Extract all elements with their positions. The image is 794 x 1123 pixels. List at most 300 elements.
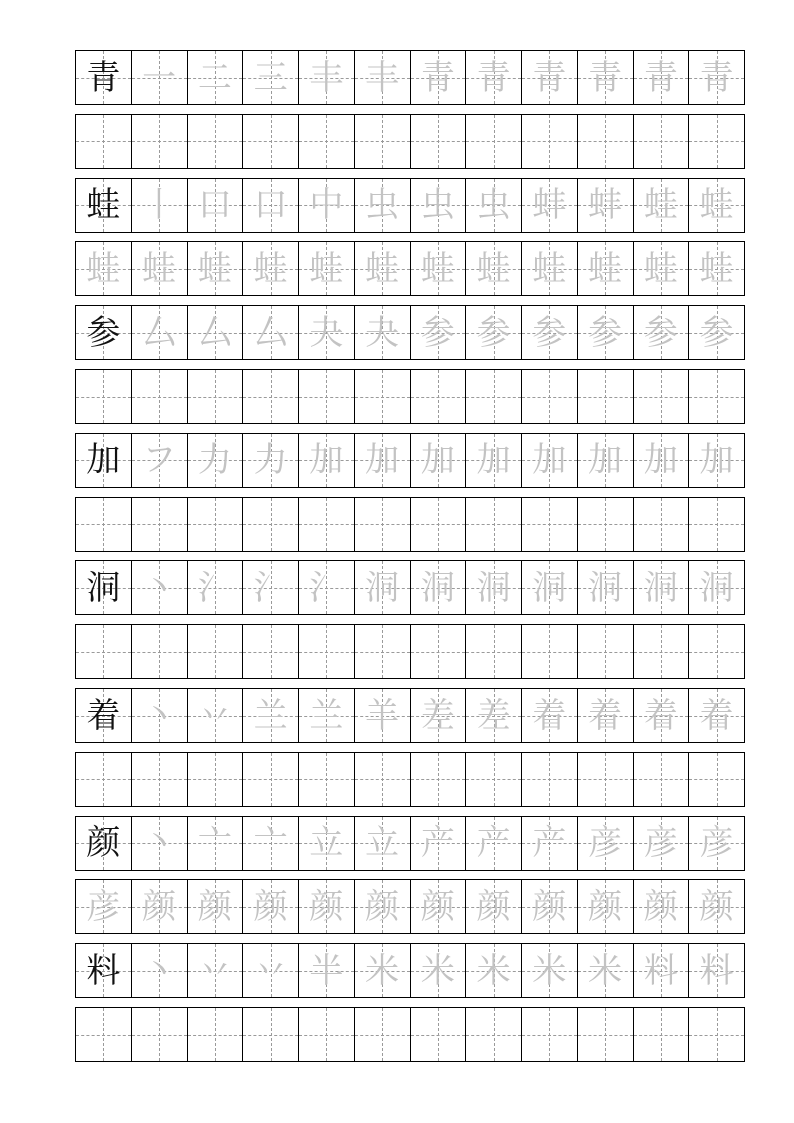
trace-character: 青: [699, 57, 734, 98]
practice-row: [75, 816, 745, 871]
grid-cell: [187, 753, 243, 806]
grid-cell: [131, 434, 187, 487]
trace-character: 米: [365, 950, 400, 991]
grid-cell: [75, 115, 131, 168]
grid-cell: [410, 242, 466, 295]
trace-character: 料: [699, 950, 734, 991]
blank-practice-row: [75, 1007, 745, 1062]
trace-character: 加: [588, 440, 623, 481]
grid-cell: [577, 434, 633, 487]
grid-cell: [633, 817, 689, 870]
grid-cell: [298, 51, 354, 104]
grid-cell: [298, 689, 354, 742]
trace-character: 参: [643, 312, 678, 353]
model-character: 蛙: [86, 185, 121, 226]
grid-cell: [298, 115, 354, 168]
trace-character: 蛙: [365, 248, 400, 289]
grid-cell: [521, 753, 577, 806]
trace-character: 彦: [86, 886, 121, 927]
grid-cell: [187, 625, 243, 678]
model-character: 参: [86, 312, 121, 353]
grid-cell: [521, 498, 577, 551]
model-character: 青: [86, 57, 121, 98]
grid-cell: [354, 51, 410, 104]
grid-cell: [521, 1008, 577, 1061]
practice-row: [75, 178, 745, 233]
grid-cell: [688, 1008, 745, 1061]
grid-cell: [465, 880, 521, 933]
grid-cell: [521, 880, 577, 933]
grid-cell: [242, 434, 298, 487]
grid-cell: [465, 689, 521, 742]
grid-cell: [577, 561, 633, 614]
trace-character: 蚌: [588, 185, 623, 226]
grid-cell: [633, 498, 689, 551]
trace-character: 厶: [253, 312, 288, 353]
trace-character: 口: [253, 185, 288, 226]
trace-character: 丶: [142, 950, 177, 991]
grid-cell: [242, 1008, 298, 1061]
grid-cell: [354, 689, 410, 742]
grid-cell: [577, 179, 633, 232]
trace-character: 参: [532, 312, 567, 353]
grid-cell: [75, 242, 131, 295]
grid-cell: [354, 370, 410, 423]
grid-cell: [187, 306, 243, 359]
trace-character: 产: [532, 823, 567, 864]
grid-cell: [577, 115, 633, 168]
grid-cell: [242, 242, 298, 295]
trace-character: 丶: [142, 823, 177, 864]
grid-cell: [465, 498, 521, 551]
model-character: 颜: [86, 823, 121, 864]
grid-cell: [688, 880, 745, 933]
trace-character: 蛙: [699, 248, 734, 289]
trace-character: 洞: [420, 567, 455, 608]
trace-character: 兰: [253, 695, 288, 736]
grid-cell: [633, 689, 689, 742]
trace-character: 加: [532, 440, 567, 481]
practice-row: [75, 305, 745, 360]
trace-character: 丷: [253, 950, 288, 991]
grid-cell: [688, 753, 745, 806]
grid-cell: [410, 817, 466, 870]
grid-cell: [410, 880, 466, 933]
trace-character: 青: [643, 57, 678, 98]
blank-practice-row: [75, 624, 745, 679]
grid-cell: [688, 179, 745, 232]
blank-practice-row: [75, 114, 745, 169]
grid-cell: [521, 561, 577, 614]
trace-character: 料: [643, 950, 678, 991]
grid-cell: [633, 434, 689, 487]
grid-cell: [75, 1008, 131, 1061]
grid-cell: [187, 689, 243, 742]
grid-cell: [298, 880, 354, 933]
trace-character: 颜: [253, 886, 288, 927]
grid-cell: [242, 498, 298, 551]
trace-character: 颜: [643, 886, 678, 927]
grid-cell: [298, 625, 354, 678]
grid-cell: [298, 944, 354, 997]
trace-character: 着: [643, 695, 678, 736]
trace-character: 加: [476, 440, 511, 481]
trace-character: 虫: [420, 185, 455, 226]
trace-character: 蛙: [532, 248, 567, 289]
grid-cell: [521, 817, 577, 870]
grid-cell: [688, 498, 745, 551]
grid-cell: [242, 753, 298, 806]
grid-cell: [577, 306, 633, 359]
grid-cell: [688, 370, 745, 423]
grid-cell: [577, 753, 633, 806]
grid-cell: [354, 625, 410, 678]
grid-cell: [688, 817, 745, 870]
grid-cell: [633, 242, 689, 295]
grid-cell: [577, 498, 633, 551]
grid-cell: [354, 753, 410, 806]
practice-row: [75, 688, 745, 743]
trace-character: 丷: [197, 695, 232, 736]
grid-cell: [242, 880, 298, 933]
grid-cell: [298, 753, 354, 806]
trace-character: 半: [309, 950, 344, 991]
grid-cell: [410, 944, 466, 997]
trace-character: 参: [476, 312, 511, 353]
grid-cell: [465, 179, 521, 232]
trace-character: 蚌: [532, 185, 567, 226]
grid-cell: [131, 370, 187, 423]
trace-character: 青: [476, 57, 511, 98]
grid-cell: [465, 944, 521, 997]
trace-character: 差: [476, 695, 511, 736]
trace-character: 参: [588, 312, 623, 353]
grid-cell: [75, 625, 131, 678]
grid-cell: [465, 753, 521, 806]
grid-cell: [298, 498, 354, 551]
grid-cell: [633, 753, 689, 806]
grid-cell: [465, 434, 521, 487]
grid-cell: [354, 880, 410, 933]
trace-character: 蛙: [643, 248, 678, 289]
grid-cell: [75, 689, 131, 742]
trace-character: 亠: [197, 823, 232, 864]
grid-cell: [521, 434, 577, 487]
grid-cell: [354, 179, 410, 232]
trace-character: 力: [197, 440, 232, 481]
trace-character: 氵: [197, 567, 232, 608]
trace-character: 颜: [365, 886, 400, 927]
grid-cell: [688, 944, 745, 997]
trace-character: 青: [588, 57, 623, 98]
grid-cell: [465, 561, 521, 614]
grid-cell: [354, 817, 410, 870]
trace-character: 蛙: [420, 248, 455, 289]
grid-cell: [75, 561, 131, 614]
grid-cell: [577, 242, 633, 295]
trace-character: 加: [365, 440, 400, 481]
trace-character: 虫: [476, 185, 511, 226]
trace-character: 丰: [309, 57, 344, 98]
grid-cell: [131, 625, 187, 678]
grid-cell: [688, 434, 745, 487]
grid-cell: [577, 51, 633, 104]
grid-cell: [410, 306, 466, 359]
trace-character: 颜: [588, 886, 623, 927]
grid-cell: [465, 242, 521, 295]
grid-cell: [354, 434, 410, 487]
trace-character: 虫: [365, 185, 400, 226]
trace-character: 着: [588, 695, 623, 736]
trace-character: 洞: [476, 567, 511, 608]
grid-cell: [131, 498, 187, 551]
grid-cell: [131, 115, 187, 168]
trace-character: 着: [532, 695, 567, 736]
trace-character: 亠: [253, 823, 288, 864]
grid-cell: [577, 817, 633, 870]
grid-cell: [354, 242, 410, 295]
grid-cell: [633, 179, 689, 232]
grid-cell: [410, 625, 466, 678]
trace-character: 中: [309, 185, 344, 226]
grid-cell: [298, 1008, 354, 1061]
grid-cell: [688, 242, 745, 295]
trace-character: 青: [420, 57, 455, 98]
trace-character: 羊: [365, 695, 400, 736]
grid-cell: [298, 434, 354, 487]
practice-row: [75, 433, 745, 488]
grid-cell: [577, 689, 633, 742]
trace-character: 丰: [365, 57, 400, 98]
trace-character: 参: [420, 312, 455, 353]
grid-cell: [633, 944, 689, 997]
practice-row: [75, 241, 745, 296]
grid-cell: [75, 434, 131, 487]
grid-cell: [633, 115, 689, 168]
trace-character: 口: [197, 185, 232, 226]
grid-cell: [465, 115, 521, 168]
trace-character: 加: [309, 440, 344, 481]
practice-row: [75, 560, 745, 615]
trace-character: 蛙: [643, 185, 678, 226]
trace-character: 厶: [197, 312, 232, 353]
grid-cell: [187, 51, 243, 104]
grid-cell: [354, 1008, 410, 1061]
trace-character: 加: [420, 440, 455, 481]
trace-character: 蛙: [86, 248, 121, 289]
grid-cell: [688, 51, 745, 104]
trace-character: 蛙: [197, 248, 232, 289]
grid-cell: [354, 115, 410, 168]
grid-cell: [187, 242, 243, 295]
grid-cell: [521, 51, 577, 104]
grid-cell: [131, 880, 187, 933]
grid-cell: [465, 51, 521, 104]
grid-cell: [410, 561, 466, 614]
grid-cell: [131, 753, 187, 806]
grid-cell: [242, 561, 298, 614]
trace-character: 差: [420, 695, 455, 736]
grid-cell: [75, 51, 131, 104]
trace-character: 蛙: [476, 248, 511, 289]
grid-cell: [242, 179, 298, 232]
trace-character: 米: [588, 950, 623, 991]
grid-cell: [410, 689, 466, 742]
grid-cell: [577, 1008, 633, 1061]
grid-cell: [242, 817, 298, 870]
blank-practice-row: [75, 369, 745, 424]
trace-character: 产: [476, 823, 511, 864]
grid-cell: [521, 370, 577, 423]
grid-cell: [242, 689, 298, 742]
trace-character: 立: [309, 823, 344, 864]
trace-character: フ: [142, 440, 177, 481]
trace-character: 力: [253, 440, 288, 481]
grid-cell: [242, 944, 298, 997]
grid-cell: [298, 561, 354, 614]
grid-cell: [410, 1008, 466, 1061]
trace-character: 三: [253, 57, 288, 98]
grid-cell: [75, 880, 131, 933]
grid-cell: [298, 817, 354, 870]
grid-cell: [521, 115, 577, 168]
grid-cell: [187, 498, 243, 551]
grid-cell: [298, 179, 354, 232]
grid-cell: [75, 370, 131, 423]
grid-cell: [75, 306, 131, 359]
grid-cell: [577, 625, 633, 678]
grid-cell: [410, 179, 466, 232]
trace-character: 丨: [142, 185, 177, 226]
grid-cell: [75, 179, 131, 232]
grid-cell: [131, 561, 187, 614]
trace-character: 彦: [699, 823, 734, 864]
grid-cell: [633, 1008, 689, 1061]
trace-character: 颜: [142, 886, 177, 927]
grid-cell: [187, 561, 243, 614]
trace-character: 洞: [643, 567, 678, 608]
grid-cell: [577, 944, 633, 997]
model-character: 料: [86, 950, 121, 991]
trace-character: 蛙: [699, 185, 734, 226]
practice-row: [75, 50, 745, 105]
grid-cell: [187, 434, 243, 487]
grid-cell: [521, 306, 577, 359]
grid-cell: [521, 625, 577, 678]
trace-character: 丶: [142, 567, 177, 608]
practice-row: [75, 879, 745, 934]
trace-character: 氵: [253, 567, 288, 608]
grid-cell: [354, 498, 410, 551]
trace-character: 着: [699, 695, 734, 736]
grid-cell: [465, 817, 521, 870]
trace-character: 蛙: [142, 248, 177, 289]
grid-cell: [298, 370, 354, 423]
trace-character: 厶: [142, 312, 177, 353]
grid-cell: [688, 689, 745, 742]
grid-cell: [131, 689, 187, 742]
trace-character: 氵: [309, 567, 344, 608]
grid-cell: [688, 625, 745, 678]
grid-cell: [131, 1008, 187, 1061]
grid-cell: [521, 242, 577, 295]
trace-character: 蛙: [588, 248, 623, 289]
grid-cell: [688, 306, 745, 359]
grid-cell: [298, 306, 354, 359]
grid-cell: [521, 179, 577, 232]
grid-cell: [131, 242, 187, 295]
grid-cell: [298, 242, 354, 295]
blank-practice-row: [75, 752, 745, 807]
grid-cell: [242, 51, 298, 104]
grid-cell: [410, 434, 466, 487]
grid-cell: [131, 51, 187, 104]
trace-character: 加: [699, 440, 734, 481]
trace-character: 彦: [588, 823, 623, 864]
trace-character: 丶: [142, 695, 177, 736]
trace-character: 加: [643, 440, 678, 481]
trace-character: 青: [532, 57, 567, 98]
blank-practice-row: [75, 497, 745, 552]
trace-character: 颜: [420, 886, 455, 927]
grid-cell: [75, 944, 131, 997]
grid-cell: [187, 880, 243, 933]
grid-cell: [633, 306, 689, 359]
trace-character: 洞: [365, 567, 400, 608]
trace-character: 洞: [532, 567, 567, 608]
grid-cell: [131, 817, 187, 870]
grid-cell: [75, 498, 131, 551]
grid-cell: [465, 1008, 521, 1061]
grid-cell: [187, 944, 243, 997]
trace-character: 颜: [476, 886, 511, 927]
grid-cell: [242, 625, 298, 678]
grid-cell: [410, 51, 466, 104]
grid-cell: [131, 306, 187, 359]
trace-character: 一: [142, 57, 177, 98]
grid-cell: [354, 306, 410, 359]
trace-character: 参: [699, 312, 734, 353]
grid-cell: [242, 370, 298, 423]
trace-character: 洞: [588, 567, 623, 608]
model-character: 着: [86, 695, 121, 736]
trace-character: 米: [420, 950, 455, 991]
grid-cell: [187, 817, 243, 870]
model-character: 洞: [86, 567, 121, 608]
grid-cell: [577, 880, 633, 933]
grid-cell: [354, 561, 410, 614]
trace-character: 蛙: [309, 248, 344, 289]
grid-cell: [410, 115, 466, 168]
trace-character: 洞: [699, 567, 734, 608]
grid-cell: [75, 817, 131, 870]
grid-cell: [633, 625, 689, 678]
grid-cell: [465, 625, 521, 678]
trace-character: 立: [365, 823, 400, 864]
grid-cell: [410, 753, 466, 806]
grid-cell: [187, 1008, 243, 1061]
grid-cell: [410, 370, 466, 423]
trace-character: 颜: [197, 886, 232, 927]
trace-character: 夬: [365, 312, 400, 353]
grid-cell: [465, 370, 521, 423]
grid-cell: [688, 115, 745, 168]
trace-character: 颜: [532, 886, 567, 927]
grid-cell: [131, 944, 187, 997]
grid-cell: [633, 880, 689, 933]
trace-character: 蛙: [253, 248, 288, 289]
grid-cell: [242, 306, 298, 359]
